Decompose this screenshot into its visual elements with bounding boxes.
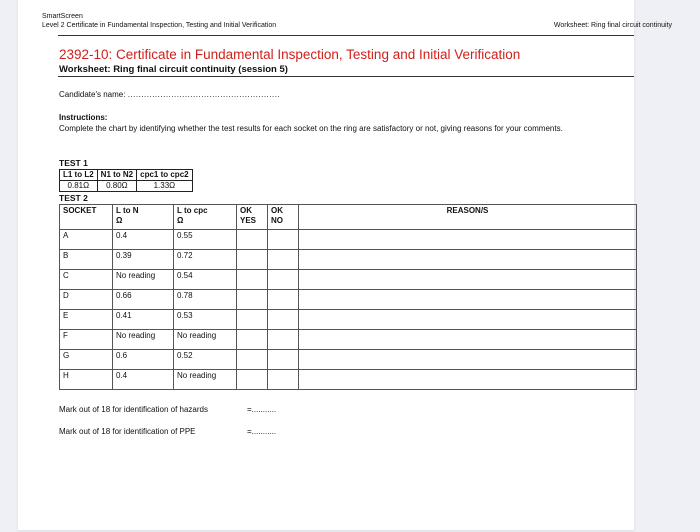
socket-cell: F bbox=[60, 330, 113, 350]
socket-cell: E bbox=[60, 310, 113, 330]
socket-cell: B bbox=[60, 250, 113, 270]
ppe-mark-label: Mark out of 18 for identification of PPE bbox=[59, 427, 196, 436]
instructions-text: Complete the chart by identifying whether the test results for each socket on the ring are satisfactory or not, giving reasons for your comments. bbox=[59, 124, 563, 133]
l-to-cpc-cell: No reading bbox=[174, 370, 237, 390]
ok-yes-cell[interactable] bbox=[237, 350, 268, 370]
l-to-n-cell: 0.4 bbox=[113, 370, 174, 390]
ok-no-cell[interactable] bbox=[268, 370, 299, 390]
header-org: SmartScreen bbox=[42, 13, 83, 20]
test2-label: TEST 2 bbox=[59, 193, 88, 203]
table-row bbox=[60, 350, 637, 370]
l-to-cpc-cell: 0.72 bbox=[174, 250, 237, 270]
socket-cell: D bbox=[60, 290, 113, 310]
ok-yes-header: OK YES bbox=[237, 205, 268, 230]
candidate-name-label: Candidate's name: bbox=[59, 90, 126, 99]
reason-cell[interactable] bbox=[299, 310, 637, 330]
ok-no-cell[interactable] bbox=[268, 270, 299, 290]
hazards-mark-line bbox=[59, 405, 277, 414]
l-to-cpc-cell: No reading bbox=[174, 330, 237, 350]
l-to-cpc-cell: 0.53 bbox=[174, 310, 237, 330]
ppe-mark-field[interactable]: =........... bbox=[247, 427, 277, 436]
header-left bbox=[42, 12, 276, 30]
page-title: 2392-10: Certificate in Fundamental Inspection, Testing and Initial Verification bbox=[59, 47, 521, 62]
l-to-n-header: L to N Ω bbox=[113, 205, 174, 230]
ok-no-cell[interactable] bbox=[268, 230, 299, 250]
reason-cell[interactable] bbox=[299, 370, 637, 390]
ok-yes-cell[interactable] bbox=[237, 370, 268, 390]
table-row bbox=[60, 370, 637, 390]
ok-no-cell[interactable] bbox=[268, 250, 299, 270]
l-to-cpc-cell: 0.54 bbox=[174, 270, 237, 290]
socket-header: SOCKET bbox=[60, 205, 113, 230]
ok-yes-cell[interactable] bbox=[237, 310, 268, 330]
ok-no-cell[interactable] bbox=[268, 290, 299, 310]
instructions-heading: Instructions: bbox=[59, 113, 108, 122]
ok-no-cell[interactable] bbox=[268, 310, 299, 330]
header-divider bbox=[58, 35, 634, 36]
socket-cell: H bbox=[60, 370, 113, 390]
table-row bbox=[60, 230, 637, 250]
l-to-n-cell: 0.6 bbox=[113, 350, 174, 370]
reason-cell[interactable] bbox=[299, 230, 637, 250]
ok-yes-cell[interactable] bbox=[237, 230, 268, 250]
l-to-cpc-cell: 0.52 bbox=[174, 350, 237, 370]
table-row bbox=[60, 290, 637, 310]
l-to-n-cell: 0.66 bbox=[113, 290, 174, 310]
table-row bbox=[60, 330, 637, 350]
title-divider bbox=[58, 76, 634, 77]
reason-cell[interactable] bbox=[299, 350, 637, 370]
l-to-cpc-cell: 0.55 bbox=[174, 230, 237, 250]
socket-cell: C bbox=[60, 270, 113, 290]
hazards-mark-field[interactable]: =........... bbox=[247, 405, 277, 414]
l-to-cpc-header: L to cpc Ω bbox=[174, 205, 237, 230]
l-to-n-cell: No reading bbox=[113, 330, 174, 350]
reason-cell[interactable] bbox=[299, 290, 637, 310]
reason-cell[interactable] bbox=[299, 250, 637, 270]
page-subtitle: Worksheet: Ring final circuit continuity (session 5) bbox=[59, 64, 288, 75]
test1-header-cell: N1 to N2 bbox=[97, 170, 136, 181]
l-to-n-cell: 0.39 bbox=[113, 250, 174, 270]
socket-cell: A bbox=[60, 230, 113, 250]
test2-table bbox=[59, 204, 637, 390]
test1-header-cell: cpc1 to cpc2 bbox=[137, 170, 192, 181]
ok-yes-cell[interactable] bbox=[237, 250, 268, 270]
table-row bbox=[60, 270, 637, 290]
header-course: Level 2 Certificate in Fundamental Inspection, Testing and Initial Verification bbox=[42, 22, 277, 29]
table-row bbox=[60, 310, 637, 330]
test1-value-cell: 0.81Ω bbox=[60, 181, 98, 192]
test1-header-cell: L1 to L2 bbox=[60, 170, 98, 181]
ok-yes-cell[interactable] bbox=[237, 270, 268, 290]
reason-cell[interactable] bbox=[299, 270, 637, 290]
ok-no-cell[interactable] bbox=[268, 330, 299, 350]
hazards-mark-label: Mark out of 18 for identification of hazards bbox=[59, 405, 208, 414]
test1-value-cell: 0.80Ω bbox=[97, 181, 136, 192]
test1-value-cell: 1.33Ω bbox=[137, 181, 192, 192]
ok-yes-cell[interactable] bbox=[237, 330, 268, 350]
ppe-mark-line bbox=[59, 427, 277, 436]
l-to-n-cell: 0.41 bbox=[113, 310, 174, 330]
l-to-n-cell: No reading bbox=[113, 270, 174, 290]
test1-table bbox=[59, 169, 193, 192]
test1-label: TEST 1 bbox=[59, 158, 88, 168]
ok-no-header: OK NO bbox=[268, 205, 299, 230]
l-to-n-cell: 0.4 bbox=[113, 230, 174, 250]
candidate-name-field[interactable]: ........................................................ bbox=[127, 90, 281, 99]
ok-no-cell[interactable] bbox=[268, 350, 299, 370]
reasons-header: REASON/S bbox=[299, 205, 637, 230]
socket-cell: G bbox=[60, 350, 113, 370]
reason-cell[interactable] bbox=[299, 330, 637, 350]
table-row bbox=[60, 250, 637, 270]
l-to-cpc-cell: 0.78 bbox=[174, 290, 237, 310]
ok-yes-cell[interactable] bbox=[237, 290, 268, 310]
header-worksheet: Worksheet: Ring final circuit continuity bbox=[553, 22, 672, 29]
candidate-name-line bbox=[59, 90, 280, 99]
